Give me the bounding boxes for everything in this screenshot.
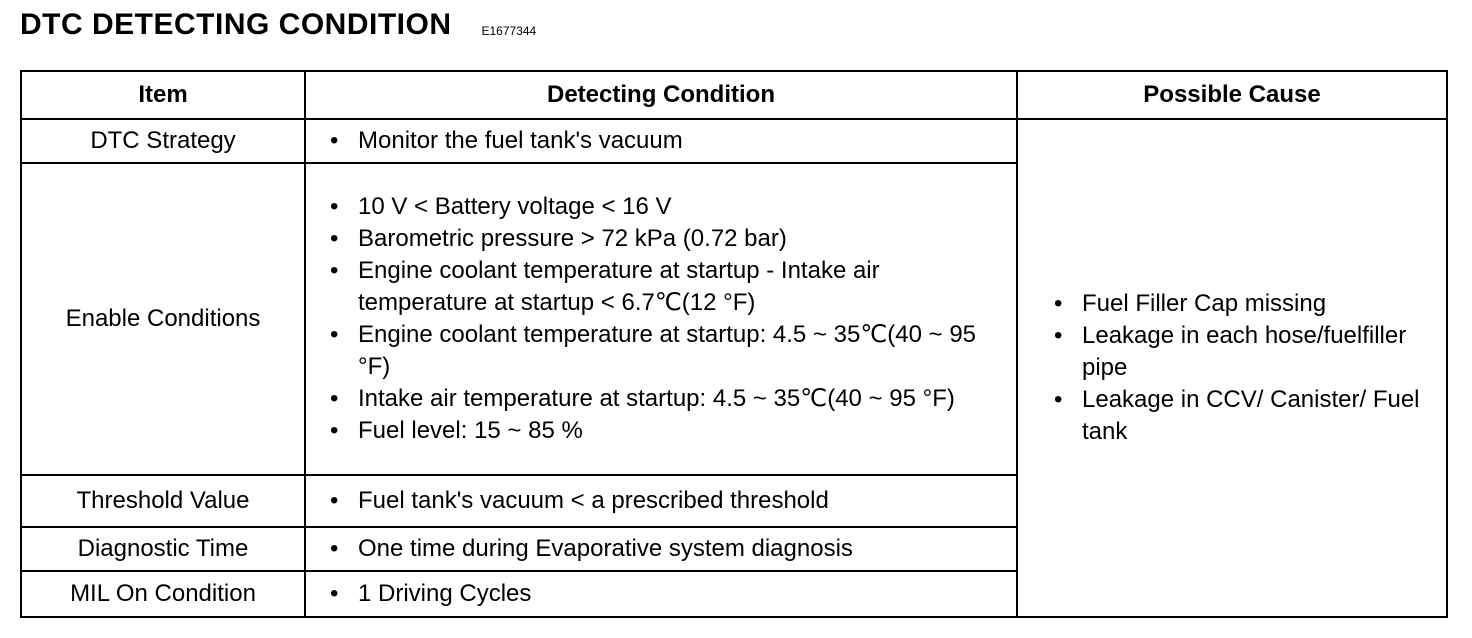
condition-list [330,578,1006,610]
condition-cell [305,475,1017,527]
condition-list [330,125,1006,157]
page-title: DTC DETECTING CONDITION [20,8,452,41]
document-header [20,10,536,40]
item-cell: DTC Strategy [21,119,305,163]
condition-cell [305,571,1017,617]
possible-cause-cell [1017,119,1447,617]
item-cell: Diagnostic Time [21,527,305,571]
condition-item: • Engine coolant temperature at startup: 4.5 ~ 35℃(40 ~ 95 °F) [330,319,1006,383]
column-header-item: Item [21,71,305,119]
possible-cause-item: • Fuel Filler Cap missing [1054,288,1436,320]
condition-cell [305,119,1017,163]
condition-list [330,533,1006,565]
condition-list [330,485,1006,517]
condition-item: • Fuel tank's vacuum < a prescribed threshold [330,485,1006,517]
condition-list [330,191,1006,447]
dtc-table [20,70,1448,618]
condition-item: • 1 Driving Cycles [330,578,1006,610]
condition-item: • Intake air temperature at startup: 4.5 ~ 35℃(40 ~ 95 °F) [330,383,1006,415]
condition-item: • Engine coolant temperature at startup - Intake air temperature at startup < 6.7℃(12 °F) [330,255,1006,319]
condition-item: • Fuel level: 15 ~ 85 % [330,415,1006,447]
table-header-row [21,71,1447,119]
item-cell: Threshold Value [21,475,305,527]
possible-cause-item: • Leakage in CCV/ Canister/ Fuel tank [1054,384,1436,448]
table-row-dtc-strategy [21,119,1447,163]
condition-cell [305,163,1017,475]
condition-item: • Barometric pressure > 72 kPa (0.72 bar) [330,223,1006,255]
condition-item: • One time during Evaporative system diagnosis [330,533,1006,565]
condition-cell [305,527,1017,571]
possible-cause-item: • Leakage in each hose/fuelfiller pipe [1054,320,1436,384]
condition-item: • Monitor the fuel tank's vacuum [330,125,1006,157]
item-cell: MIL On Condition [21,571,305,617]
condition-item: • 10 V < Battery voltage < 16 V [330,191,1006,223]
possible-cause-list [1054,288,1436,448]
item-cell: Enable Conditions [21,163,305,475]
figure-code: E1677344 [481,24,537,38]
column-header-possible-cause: Possible Cause [1017,71,1447,119]
column-header-detecting-condition: Detecting Condition [305,71,1017,119]
